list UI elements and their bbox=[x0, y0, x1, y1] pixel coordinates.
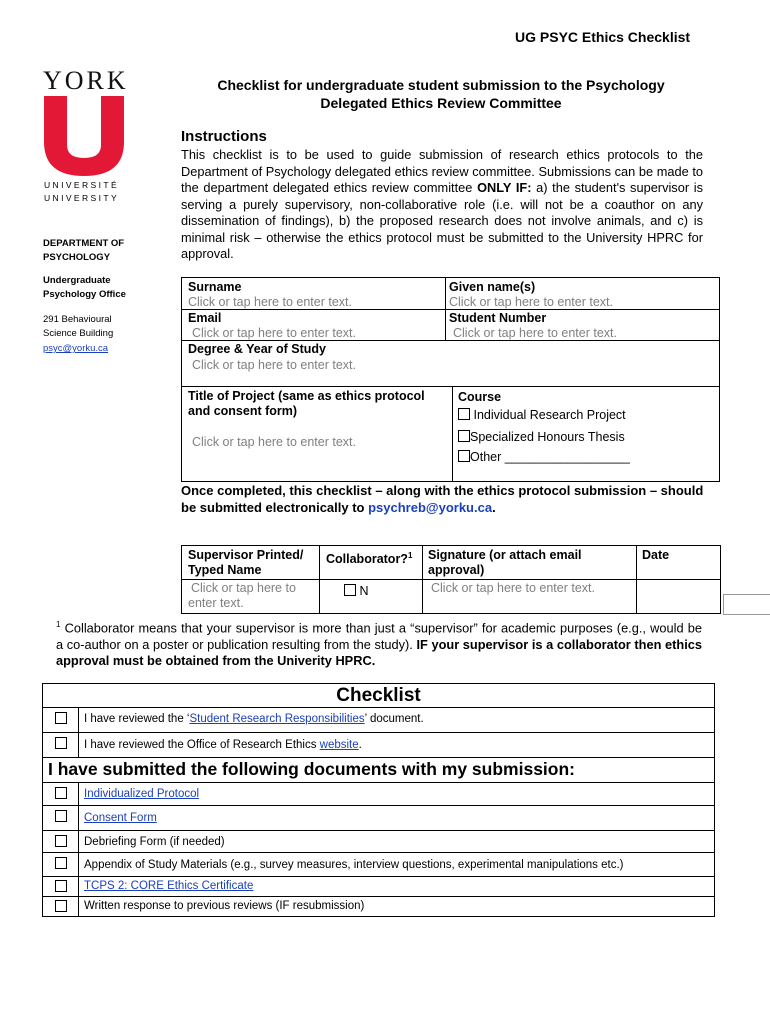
collaborator-footnote: $^1$ Collaborator means that your supervisor is more than just a “supervisor” for academic purposes (e.g., would be a co-author on a poster or publication resulting from the study). IF your supervisor is a collaborator then ethics approval must be obtained from the Univerity HPRC. bbox=[56, 620, 702, 669]
appendix-item: Appendix of Study Materials (e.g., survey measures, interview questions, experimental manipulations etc.) bbox=[84, 859, 624, 871]
signature-input[interactable]: Click or tap here to enter text. bbox=[431, 581, 595, 595]
written-response-item: Written response to previous reviews (IF resubmission) bbox=[84, 900, 365, 912]
checkbox-icon[interactable] bbox=[55, 810, 67, 822]
checkbox-icon[interactable] bbox=[55, 737, 67, 749]
checklist-row bbox=[43, 830, 714, 852]
checklist-heading: Checklist bbox=[336, 685, 421, 706]
signature-header: Signature (or attach email approval) bbox=[428, 548, 582, 577]
course-option-other[interactable]: Other __________________ bbox=[458, 449, 630, 465]
course-option-honours[interactable]: Specialized Honours Thesis bbox=[458, 429, 625, 445]
submitted-documents-heading: I have submitted the following documents with my submission: bbox=[48, 759, 575, 779]
student-responsibilities-link[interactable]: Student Research Responsibilities bbox=[189, 713, 365, 725]
checkbox-icon[interactable] bbox=[55, 900, 67, 912]
student-number-label: Student Number bbox=[449, 311, 547, 325]
supervisor-name-input[interactable]: Click or tap here to enter text. bbox=[188, 581, 296, 610]
checklist-row: I have reviewed the Office of Research Ethics website. bbox=[43, 732, 714, 757]
student-number-input[interactable]: Click or tap here to enter text. bbox=[453, 326, 617, 340]
office-name: Undergraduate Psychology Office bbox=[43, 275, 126, 300]
supervisor-table bbox=[181, 545, 721, 614]
email-input[interactable]: Click or tap here to enter text. bbox=[192, 326, 356, 340]
checkbox-icon[interactable] bbox=[55, 787, 67, 799]
surname-input[interactable]: Click or tap here to enter text. bbox=[188, 295, 352, 309]
checklist-row bbox=[43, 782, 714, 805]
consent-form-link[interactable]: Consent Form bbox=[84, 812, 157, 824]
checkbox-icon[interactable] bbox=[55, 835, 67, 847]
course-label: Course bbox=[458, 390, 502, 404]
debriefing-form-item: Debriefing Form (if needed) bbox=[84, 836, 225, 848]
checklist-row bbox=[43, 896, 714, 916]
submission-instruction: Once completed, this checklist – along with the ethics protocol submission – should be submitted electronically to psychreb@yorku.ca. bbox=[181, 483, 704, 515]
checkbox-icon[interactable] bbox=[458, 430, 470, 442]
instructions-heading: Instructions bbox=[181, 128, 267, 145]
submission-email-link[interactable]: psychreb@yorku.ca bbox=[368, 499, 493, 515]
collaborator-header: Collaborator?$^1$ bbox=[326, 551, 413, 567]
surname-label: Surname bbox=[188, 280, 242, 294]
checklist-row bbox=[43, 805, 714, 830]
logo-university: UNIVERSITY bbox=[44, 193, 120, 203]
checklist-row: I have reviewed the ‘Student Research Responsibilities’ document. bbox=[43, 707, 714, 732]
york-u-logo-icon bbox=[44, 96, 124, 176]
collaborator-no-option[interactable]: N bbox=[344, 584, 369, 599]
office-address: 291 Behavioural Science Building bbox=[43, 314, 114, 339]
checkbox-icon[interactable] bbox=[458, 408, 470, 420]
checkbox-icon[interactable] bbox=[55, 712, 67, 724]
email-label: Email bbox=[188, 311, 222, 325]
course-option-individual[interactable]: Individual Research Project bbox=[458, 407, 626, 423]
individualized-protocol-link[interactable]: Individualized Protocol bbox=[84, 788, 200, 800]
checkbox-icon[interactable] bbox=[55, 857, 67, 869]
project-title-input[interactable]: Click or tap here to enter text. bbox=[192, 435, 356, 449]
logo-universite: UNIVERSITÉ bbox=[44, 180, 120, 190]
date-header: Date bbox=[642, 548, 670, 562]
ethics-website-link[interactable]: website bbox=[319, 739, 359, 751]
tcps2-certificate-link[interactable]: TCPS 2: CORE Ethics Certificate bbox=[84, 880, 254, 892]
header-title: UG PSYC Ethics Checklist bbox=[515, 29, 691, 45]
document-title: Checklist for undergraduate student submission to the Psychology Delegated Ethics Review Committee bbox=[217, 77, 665, 111]
instructions-body: This checklist is to be used to guide submission of research ethics protocols to the Department of Psychology delegated ethics review committee. Submissions can be made to the department delegated ethics review committee ONLY IF: a) the student's supervisor is serving a purely supervisory, non-collaborative role (i.e. will not be a coauthor on any dissemination of findings), b) the proposed research does not involve animals, and c) is minimal risk – otherwise the ethics protocol must be submitted to the University HPRC for approval. bbox=[181, 147, 703, 261]
checkbox-icon[interactable] bbox=[458, 450, 470, 462]
department-name: DEPARTMENT OF PSYCHOLOGY bbox=[43, 238, 125, 263]
checkbox-icon[interactable] bbox=[55, 880, 67, 892]
given-name-label: Given name(s) bbox=[449, 280, 536, 294]
degree-year-input[interactable]: Click or tap here to enter text. bbox=[192, 358, 356, 372]
checklist-row bbox=[43, 876, 714, 896]
date-input[interactable] bbox=[723, 594, 770, 615]
given-name-input[interactable]: Click or tap here to enter text. bbox=[449, 295, 613, 309]
york-wordmark: YORK bbox=[43, 66, 129, 95]
student-info-form bbox=[181, 277, 720, 482]
project-title-label: Title of Project (same as ethics protocol and consent form) bbox=[188, 389, 425, 418]
submitted-heading-row bbox=[43, 757, 714, 782]
checklist-table bbox=[42, 683, 715, 917]
checkbox-icon[interactable] bbox=[344, 584, 356, 596]
office-email-link[interactable]: psyc@yorku.ca bbox=[43, 343, 109, 354]
checklist-row bbox=[43, 852, 714, 876]
supervisor-name-header: Supervisor Printed/ Typed Name bbox=[188, 548, 304, 577]
degree-year-label: Degree & Year of Study bbox=[188, 342, 327, 356]
